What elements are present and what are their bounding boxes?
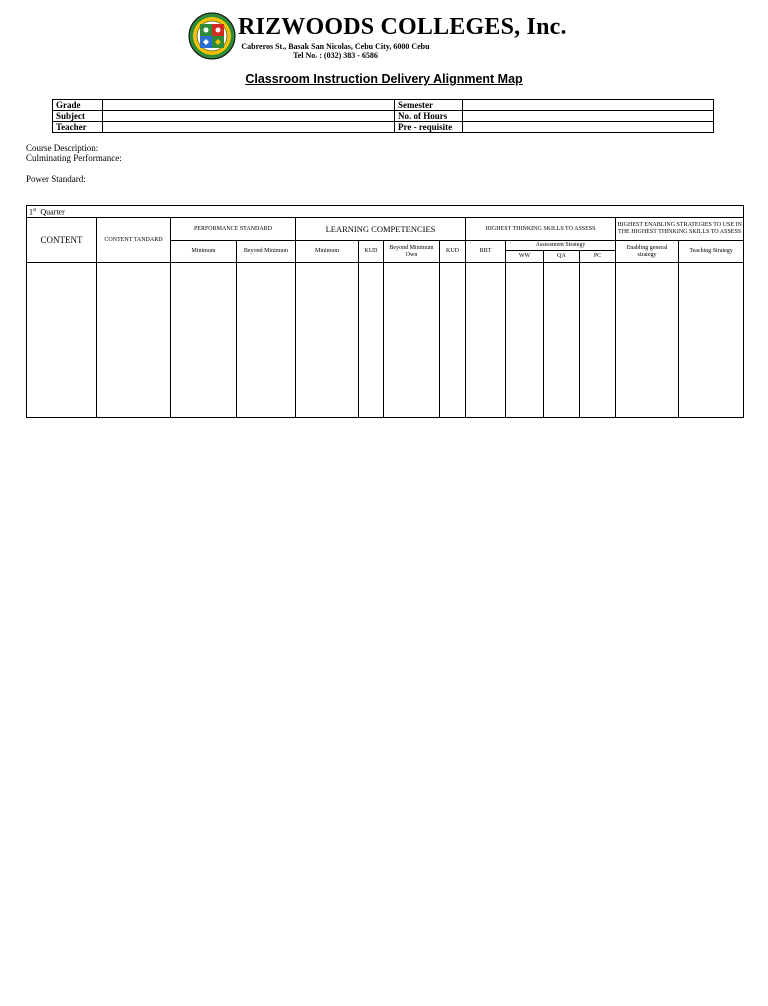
content-standard-header: CONTENT TANDARD	[97, 218, 171, 262]
grade-label: Grade	[53, 100, 103, 111]
highest-enabling-strategies-header: HIGHEST ENABLING STRATEGIES TO USE IN THE HIGHEST THINKING SKILLS TO ASSESS	[616, 218, 744, 241]
rbt-cell[interactable]	[466, 262, 506, 417]
teacher-label: Teacher	[53, 122, 103, 133]
culminating-performance-label: Culminating Performance:	[26, 153, 122, 163]
lc-minimum-header: Minimum	[296, 241, 359, 263]
alignment-map-table	[26, 205, 744, 418]
qa-cell[interactable]	[544, 262, 580, 417]
teaching-strategy-cell[interactable]	[679, 262, 744, 417]
lc-beyond-minimum-cell[interactable]	[384, 262, 440, 417]
subject-value[interactable]	[103, 111, 395, 122]
pc-header: PC	[580, 251, 616, 262]
quarter-heading	[27, 206, 744, 218]
lc-kud-header-2: KUD	[440, 241, 466, 263]
subject-label: Subject	[53, 111, 103, 122]
quarter-suffix: st	[33, 208, 37, 214]
college-seal-icon	[188, 12, 236, 60]
content-header: CONTENT	[27, 218, 97, 262]
hours-value[interactable]	[463, 111, 714, 122]
course-info-table	[52, 99, 714, 133]
grade-value[interactable]	[103, 100, 395, 111]
course-fields	[26, 143, 122, 163]
ww-header: WW	[506, 251, 544, 262]
semester-value[interactable]	[463, 100, 714, 111]
ww-cell[interactable]	[506, 262, 544, 417]
enabling-general-strategy-header: Enabling general strategy	[616, 241, 679, 263]
address-line: Cabreros St., Basak San Nicolas, Cebu City, 6000 Cebu	[241, 42, 430, 51]
quarter-number: 1	[29, 208, 33, 218]
phone-line: Tel No. : (032) 383 - 6586	[293, 51, 378, 60]
ps-minimum-cell[interactable]	[171, 262, 237, 417]
pc-cell[interactable]	[580, 262, 616, 417]
college-name: RIZWOODS COLLEGES, Inc.	[238, 14, 567, 40]
college-address	[238, 42, 433, 60]
teacher-value[interactable]	[103, 122, 395, 133]
content-cell[interactable]	[27, 262, 97, 417]
content-standard-cell[interactable]	[97, 262, 171, 417]
prereq-value[interactable]	[463, 122, 714, 133]
lc-beyond-minimum-header: Beyond Minimum Own	[384, 241, 440, 263]
semester-label: Semester	[395, 100, 463, 111]
ps-beyond-minimum-header: Beyond Minimum	[237, 241, 296, 263]
teaching-strategy-header: Teaching Strategy	[679, 241, 744, 263]
qa-header: QA	[544, 251, 580, 262]
rbt-header: RBT	[466, 241, 506, 263]
power-standard-label: Power Standard:	[26, 174, 86, 184]
enabling-general-strategy-cell[interactable]	[616, 262, 679, 417]
highest-thinking-skills-header: HIGHEST THINKING SKILLS TO ASSESS	[466, 218, 616, 241]
ps-minimum-header: Minimum	[171, 241, 237, 263]
course-description-label: Course Description:	[26, 143, 99, 153]
learning-competencies-header: LEARNING COMPETENCIES	[296, 218, 466, 241]
lc-kud-header: KUD	[359, 241, 384, 263]
document-title: Classroom Instruction Delivery Alignment Map	[245, 72, 523, 86]
hours-label: No. of Hours	[395, 111, 463, 122]
prereq-label: Pre - requisite	[395, 122, 463, 133]
lc-minimum-cell[interactable]	[296, 262, 359, 417]
ps-beyond-minimum-cell[interactable]	[237, 262, 296, 417]
assessment-strategy-header: Assessment Strategy	[506, 241, 616, 251]
quarter-label: Quarter	[40, 208, 65, 218]
lc-kud-cell[interactable]	[359, 262, 384, 417]
performance-standard-header: PERFORMANCE STANDARD	[171, 218, 296, 241]
lc-kud-cell-2[interactable]	[440, 262, 466, 417]
